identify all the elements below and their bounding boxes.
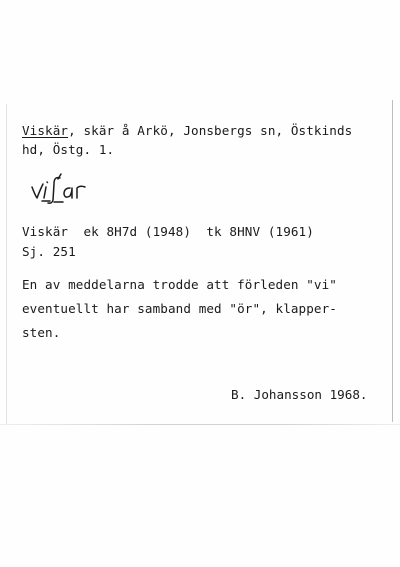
source-reference: Sj. 251 <box>22 244 76 259</box>
signature: B. Johansson 1968. <box>231 387 368 402</box>
map-reference-line: Viskär ek 8H7d (1948) tk 8HNV (1961) <box>22 224 314 239</box>
card-left-edge <box>6 104 7 424</box>
note-line-3: sten. <box>22 325 61 340</box>
entry-line-1 <box>22 123 352 139</box>
handwritten-pronunciation <box>30 172 102 206</box>
note-line-1: En av meddelarna trodde att förleden "vi" <box>22 277 337 292</box>
card-right-edge <box>392 100 393 422</box>
card-bottom-edge <box>0 424 400 425</box>
note-line-2: eventuellt har samband med "ör", klapper- <box>22 301 337 316</box>
entry-line-2: hd, Östg. 1. <box>22 142 115 157</box>
location-text: , skär å Arkö, Jonsbergs sn, Östkinds <box>68 123 353 138</box>
headword: Viskär <box>22 123 69 138</box>
